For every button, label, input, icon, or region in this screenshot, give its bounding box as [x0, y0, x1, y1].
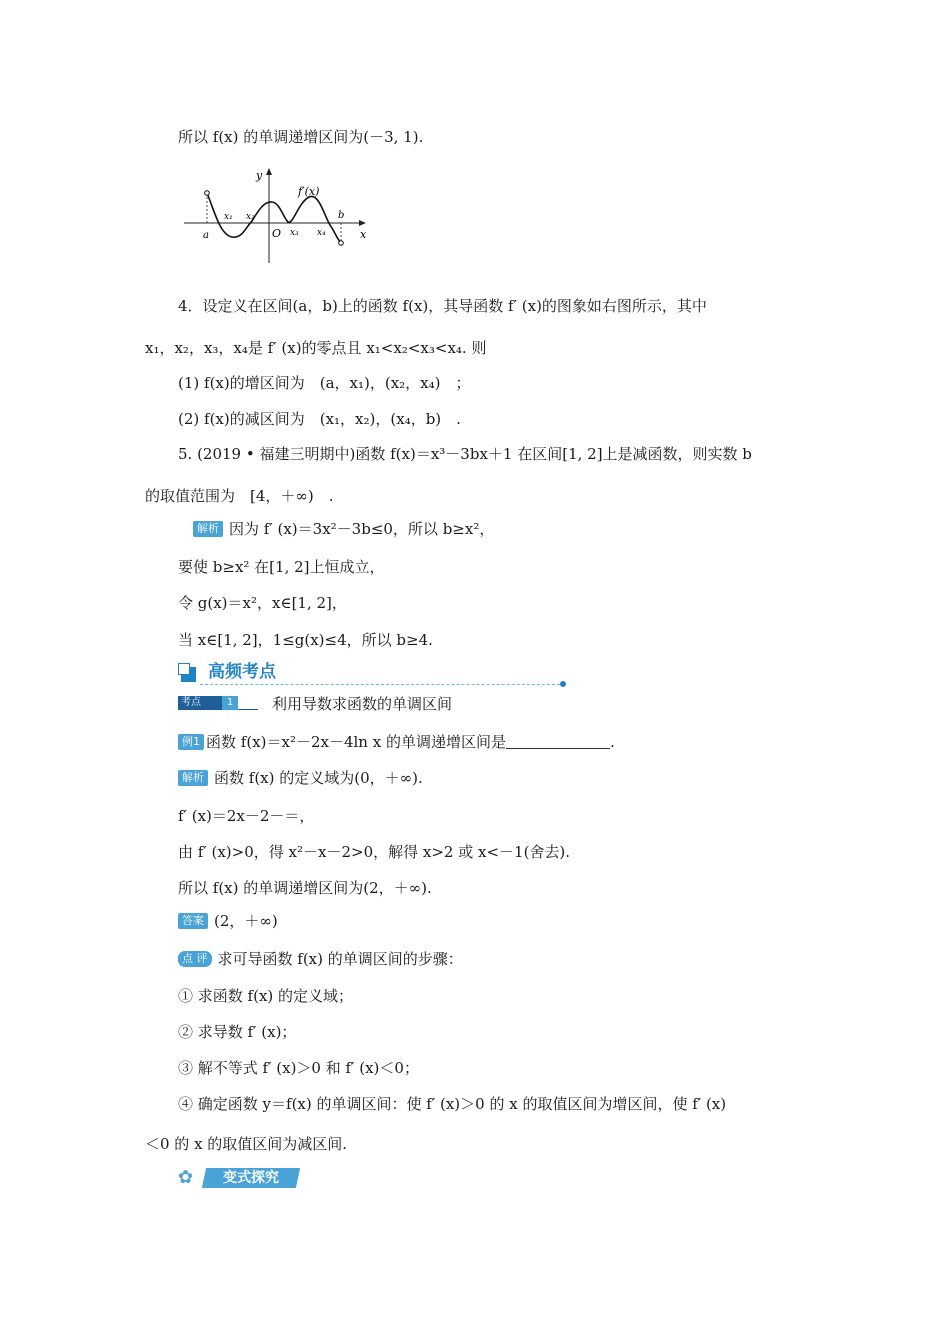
- y-axis-arrow-icon: [266, 168, 272, 175]
- bianshi-title: 变式探究: [202, 1168, 300, 1188]
- kaodian-number: 1: [222, 696, 238, 710]
- jiexi-tag-2: 解析: [178, 770, 208, 786]
- kaodian-title: 利用导数求函数的单调区间: [272, 695, 453, 713]
- x4-label: x₄: [317, 228, 326, 238]
- problem-5-solution-1: [193, 519, 494, 539]
- conclusion-line: 所以 f(x) 的单调递增区间为(－3, 1).: [178, 128, 424, 146]
- x-axis-arrow-icon: [359, 220, 366, 226]
- example-text: 函数 f(x)＝x²－2x－4ln x 的单调递增区间是: [206, 733, 506, 751]
- problem-5-line-1: 5. (2019 • 福建三明期中)函数 f(x)＝x³－3bx＋1 在区间[1, 2]上是减函数，则实数 b: [178, 445, 752, 463]
- step-1: ① 求函数 f(x) 的定义域；: [178, 987, 354, 1005]
- problem-4-line-2: x₁，x₂，x₃，x₄是 f′ (x)的零点且 x₁<x₂<x₃<x₄. 则: [145, 339, 487, 357]
- problem-4-line-1: 4．设定义在区间(a，b)上的函数 f(x)，其导函数 f′ (x)的图象如右图所示，其中: [178, 297, 707, 315]
- x3-label: x₃: [290, 228, 299, 238]
- problem-4-part-2: (2) f(x)的减区间为 (x₁，x₂)，(x₄，b) .: [178, 410, 461, 428]
- li1-tag: 例1: [178, 734, 204, 750]
- jiexi-tag: 解析: [193, 521, 223, 537]
- kaodian-underline: [238, 709, 258, 710]
- problem-5-solution-4: 当 x∈[1, 2]，1≤g(x)≤4，所以 b≥4.: [178, 631, 433, 649]
- section-title: 高频考点: [208, 662, 276, 682]
- comment-intro: [178, 949, 463, 969]
- flower-icon: ✿: [178, 1167, 194, 1188]
- comment-text: 求可导函数 f(x) 的单调区间的步骤：: [217, 950, 463, 968]
- answer-text: (2，＋∞): [214, 912, 278, 930]
- daan-tag: 答案: [178, 913, 208, 929]
- answer-blank: [506, 734, 610, 749]
- section-dot-icon: [560, 681, 566, 687]
- step-4-line-2: ＜0 的 x 的取值区间为减区间.: [145, 1135, 348, 1153]
- problem-5-solution-2: 要使 b≥x² 在[1, 2]上恒成立，: [178, 558, 385, 576]
- problem-5-solution-3: 令 g(x)＝x²，x∈[1, 2]，: [178, 594, 347, 612]
- endpoint-a: [205, 191, 210, 196]
- solution-text-2: 函数 f(x) 的定义域为(0，＋∞).: [214, 769, 423, 787]
- example-1-solution-1: [178, 768, 423, 788]
- section-outline-square-icon: [178, 663, 190, 675]
- step-4-line-1: ④ 确定函数 y＝f(x) 的单调区间：使 f′ (x)＞0 的 x 的取值区间为增区间，使 f′ (x): [178, 1095, 727, 1113]
- problem-5-line-2: 的取值范围为 [4，＋∞) .: [145, 487, 334, 505]
- section-rule: [200, 684, 565, 685]
- endpoint-b: [339, 241, 344, 246]
- example-1-question: [178, 732, 615, 752]
- x1-label: x₁: [224, 212, 233, 222]
- dianping-tag: 点 评: [178, 951, 212, 967]
- kaodian-badge: 考点: [178, 696, 222, 710]
- example-1-answer: [178, 911, 278, 931]
- origin-label: O: [272, 227, 282, 240]
- period: .: [609, 733, 615, 751]
- problem-4-part-1: (1) f(x)的增区间为 (a，x₁)，(x₂，x₄) ；: [178, 374, 471, 392]
- section-header: [178, 660, 570, 688]
- x-label: x: [360, 228, 367, 241]
- y-label: y: [256, 169, 263, 182]
- step-2: ② 求导数 f′ (x)；: [178, 1023, 297, 1041]
- example-1-solution-3: 由 f′ (x)>0，得 x²－x－2>0，解得 x>2 或 x<－1(舍去).: [178, 843, 571, 861]
- solution-text: 因为 f′ (x)＝3x²－3b≤0，所以 b≥x²，: [229, 520, 495, 538]
- example-1-solution-2: f′ (x)＝2x－2－＝，: [178, 807, 315, 825]
- curve-label: f′(x): [298, 185, 320, 198]
- example-1-solution-4: 所以 f(x) 的单调递增区间为(2，＋∞).: [178, 879, 432, 897]
- b-label: b: [338, 210, 345, 221]
- a-label: a: [203, 230, 209, 241]
- x2-label: x₂: [246, 212, 255, 222]
- derivative-graph: [180, 165, 380, 265]
- step-3: ③ 解不等式 f′ (x)＞0 和 f′ (x)＜0；: [178, 1059, 419, 1077]
